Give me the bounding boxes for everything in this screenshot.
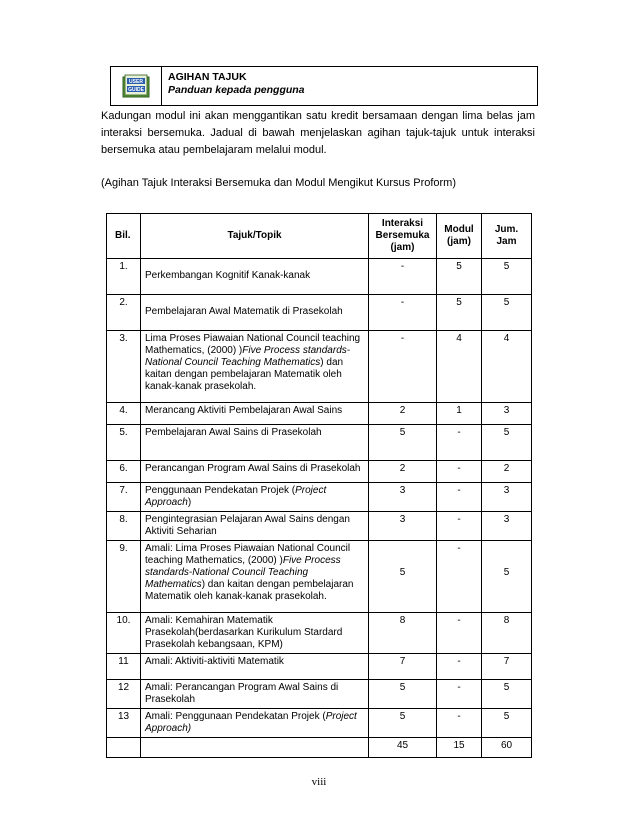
total-topic [141,738,369,758]
row-modul: - [437,483,482,512]
header-subtitle: Panduan kepada pengguna [168,84,305,96]
table-row [107,654,532,680]
row-interaksi: 8 [369,613,437,654]
header-interaksi-line1: Interaksi [381,218,424,229]
row-interaksi: 5 [369,425,437,461]
header-jum [482,214,532,259]
total-bil [107,738,141,758]
row-topic [141,259,369,295]
row-modul: - [437,709,482,738]
header-box [110,66,538,106]
row-interaksi: 2 [369,403,437,425]
header-interaksi-line3: (jam) [390,242,415,253]
table-caption: (Agihan Tajuk Interaksi Bersemuka dan Modul Mengikut Kursus Proform) [101,177,457,189]
row-jum: 5 [482,541,532,613]
table-header-row [107,214,532,259]
row-jum: 8 [482,613,532,654]
table-row [107,425,532,461]
row-jum: 5 [482,259,532,295]
row-topic [141,331,369,403]
row-topic-text: ) [187,497,192,508]
row-topic [141,403,369,425]
table-total-row [107,738,532,758]
row-modul: - [437,461,482,483]
row-bil: 2. [107,295,141,331]
row-interaksi: 5 [369,680,437,709]
row-topic [141,512,369,541]
table-row [107,295,532,331]
total-modul: 15 [437,738,482,758]
header-jum-line2: Jam [496,236,517,247]
row-modul: 5 [437,295,482,331]
row-topic [141,654,369,680]
row-modul: 1 [437,403,482,425]
row-topic [141,541,369,613]
table-row [107,613,532,654]
header-modul-line2: (jam) [447,236,471,247]
row-jum: 3 [482,512,532,541]
row-interaksi: 7 [369,654,437,680]
header-jum-line1: Jum. [494,224,519,235]
row-topic-text: Penggunaan Pendekatan Projek ( [145,485,296,496]
row-topic-text: Perancangan Program Awal Sains di Prasekolah [145,463,361,474]
row-bil: 4. [107,403,141,425]
table-body [107,259,532,758]
intro-paragraph: Kadungan modul ini akan menggantikan satu kredit bersamaan dengan lima belas jam interaksi bersemuka. Jadual di bawah menjelaskan agihan tajuk-tajuk untuk interaksi bersemuka atau pembelajaram melalui modul. [101,110,535,156]
row-bil: 8. [107,512,141,541]
table-row [107,709,532,738]
row-topic-text: Amali: Kemahiran Matematik Prasekolah(berdasarkan Kurikulum Stardard Prasekolah kebangsaan, KPM) [145,615,343,650]
row-interaksi: - [369,331,437,403]
row-bil: 5. [107,425,141,461]
row-topic [141,461,369,483]
row-topic-text: Five Process standards-National Council Teaching Mathematics [145,345,351,368]
row-interaksi: 5 [369,541,437,613]
row-topic [141,709,369,738]
row-topic-text: Five Process standards-National Council Teaching Mathematics [145,555,341,590]
agihan-table [106,213,532,758]
row-topic-text: Pembelajaran Awal Sains di Prasekolah [145,427,322,438]
header-icon-cell [111,67,162,105]
header-bil: Bil. [107,214,141,259]
table-row [107,512,532,541]
icon-text-bottom: GUIDE [128,87,144,93]
total-jum: 60 [482,738,532,758]
row-topic-text: ) dan kaitan dengan pembelajaran Matematik oleh kanak-kanak prasekolah. [145,357,344,392]
row-modul: 5 [437,259,482,295]
user-guide-icon [121,73,151,99]
header-modul [437,214,482,259]
row-bil: 11 [107,654,141,680]
row-interaksi: 5 [369,709,437,738]
header-topic: Tajuk/Topik [141,214,369,259]
row-bil: 10. [107,613,141,654]
row-topic-text: Perkembangan Kognitif Kanak-kanak [145,270,311,281]
row-modul: - [437,512,482,541]
row-modul: - [437,425,482,461]
header-title: AGIHAN TAJUK [168,71,247,83]
row-topic-text: Merancang Aktiviti Pembelajaran Awal Sains [145,405,343,416]
row-interaksi: 3 [369,483,437,512]
row-topic-text: Amali: Lima Proses Piawaian National Council teaching Mathematics, (2000) ) [145,543,351,566]
row-topic-text: ) dan kaitan dengan pembelajaran Matematik oleh kanak-kanak prasekolah. [145,579,354,602]
row-interaksi: - [369,295,437,331]
header-modul-line1: Modul [444,224,474,235]
row-modul: - [437,654,482,680]
row-jum: 5 [482,425,532,461]
row-topic-text: Lima Proses Piawaian National Council teaching Mathematics, (2000) ) [145,333,361,356]
row-bil: 13 [107,709,141,738]
row-bil: 3. [107,331,141,403]
row-interaksi: 2 [369,461,437,483]
header-text-cell [162,67,305,105]
row-topic-text: Project Approach [145,485,327,508]
row-topic-text: Project Approach) [145,711,357,734]
table-row [107,483,532,512]
row-topic-text: Pengintegrasian Pelajaran Awal Sains dengan Aktiviti Seharian [145,514,350,537]
table-row [107,680,532,709]
total-interaksi: 45 [369,738,437,758]
row-topic-text: Amali: Aktiviti-aktiviti Matematik [145,656,284,667]
table-row [107,461,532,483]
row-topic [141,680,369,709]
row-jum: 5 [482,680,532,709]
row-modul: - [437,613,482,654]
icon-text-top: USER [129,79,143,85]
row-modul: - [437,541,482,613]
row-topic [141,483,369,512]
table-row [107,403,532,425]
row-jum: 5 [482,709,532,738]
row-bil: 6. [107,461,141,483]
row-topic [141,613,369,654]
row-interaksi: 3 [369,512,437,541]
table-row [107,541,532,613]
header-interaksi [369,214,437,259]
row-bil: 1. [107,259,141,295]
header-interaksi-line2: Bersemuka [375,230,430,241]
row-jum: 3 [482,403,532,425]
row-jum: 7 [482,654,532,680]
row-modul: - [437,680,482,709]
row-jum: 5 [482,295,532,331]
page-number: viii [311,776,327,788]
row-jum: 2 [482,461,532,483]
row-bil: 12 [107,680,141,709]
table-row [107,259,532,295]
row-topic-text: Pembelajaran Awal Matematik di Prasekolah [145,306,343,317]
row-jum: 4 [482,331,532,403]
row-modul: 4 [437,331,482,403]
row-topic [141,295,369,331]
row-topic-text: Amali: Perancangan Program Awal Sains di Prasekolah [145,682,339,705]
row-topic [141,425,369,461]
table-row [107,331,532,403]
row-topic-text: Amali: Penggunaan Pendekatan Projek ( [145,711,326,722]
row-bil: 7. [107,483,141,512]
row-jum: 3 [482,483,532,512]
row-bil: 9. [107,541,141,613]
row-interaksi: - [369,259,437,295]
